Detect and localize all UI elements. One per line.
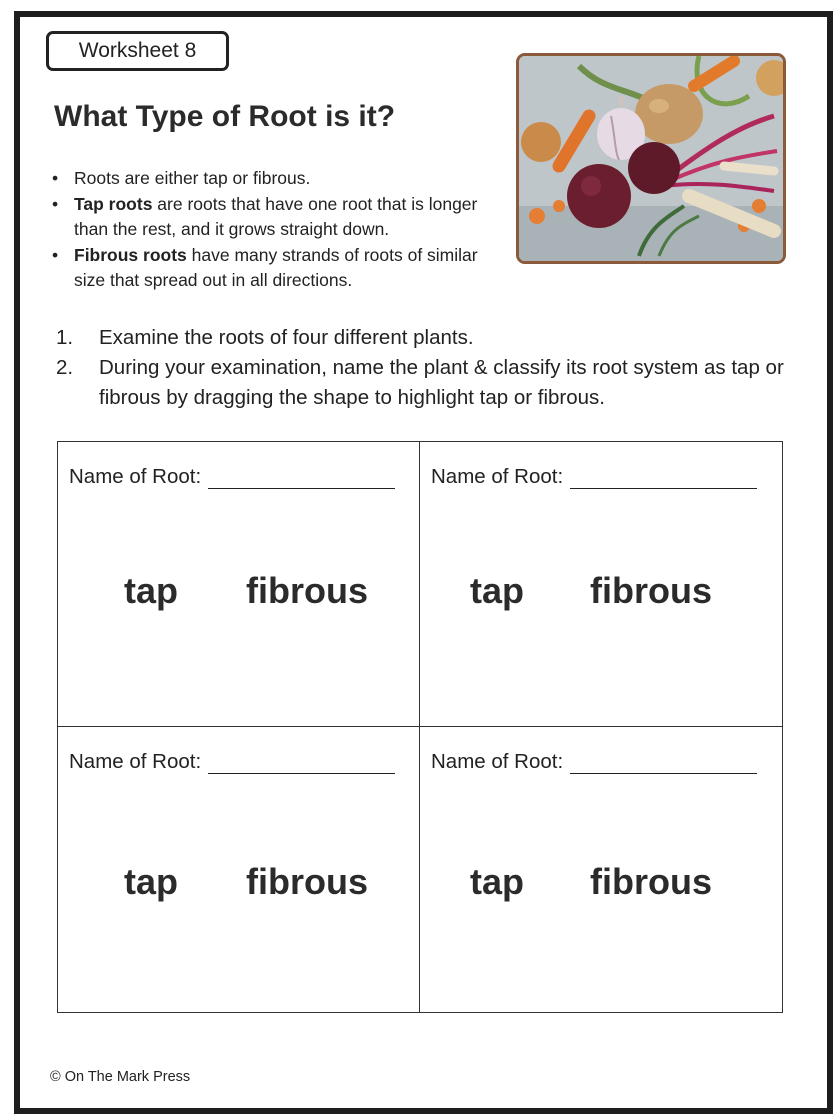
root-classification-grid: [57, 441, 783, 1013]
intro-bullet-0: • Roots are either tap or fibrous.: [50, 166, 510, 192]
intro-bullet-2: • Fibrous roots have many strands of roots of similar size that spread out in all directions.: [50, 243, 510, 294]
root-cell-1: [58, 442, 420, 727]
name-of-root-label: Name of Root:: [431, 750, 564, 773]
option-tap[interactable]: tap: [470, 861, 524, 902]
name-of-root-row: [431, 750, 757, 774]
name-of-root-blank[interactable]: [208, 468, 395, 489]
name-of-root-blank[interactable]: [208, 753, 395, 774]
option-fibrous[interactable]: fibrous: [590, 861, 712, 902]
name-of-root-row: [69, 750, 395, 774]
name-of-root-label: Name of Root:: [69, 465, 202, 488]
root-cell-3: [58, 727, 420, 1012]
name-of-root-label: Name of Root:: [431, 465, 564, 488]
name-of-root-row: [431, 465, 757, 489]
worksheet-badge: Worksheet 8: [46, 31, 229, 71]
root-cell-4: [420, 727, 782, 1012]
option-fibrous[interactable]: fibrous: [590, 570, 712, 611]
intro-bullet-1: • Tap roots are roots that have one root that is longer than the rest, and it grows straight down.: [50, 192, 510, 243]
root-cell-2: [420, 442, 782, 727]
option-tap[interactable]: tap: [124, 570, 178, 611]
name-of-root-blank[interactable]: [570, 468, 757, 489]
page-title: What Type of Root is it?: [54, 100, 396, 133]
option-tap[interactable]: tap: [124, 861, 178, 902]
name-of-root-row: [69, 465, 395, 489]
term-fibrous-roots: Fibrous roots: [74, 244, 187, 265]
footer-copyright: © On The Mark Press: [50, 1069, 191, 1085]
name-of-root-label: Name of Root:: [69, 750, 202, 773]
step-2: 2. During your examination, name the plant & classify its root system as tap or fibrous by dragging the shape to highlight tap or fibrous.: [56, 356, 784, 409]
instruction-steps: [56, 323, 796, 413]
root-vegetables-photo: [516, 53, 786, 264]
option-fibrous[interactable]: fibrous: [246, 861, 368, 902]
step-1: 1. Examine the roots of four different plants.: [56, 326, 474, 349]
option-fibrous[interactable]: fibrous: [246, 570, 368, 611]
vegetables-illustration: [519, 56, 783, 261]
term-tap-roots: Tap roots: [74, 193, 153, 214]
option-tap[interactable]: tap: [470, 570, 524, 611]
name-of-root-blank[interactable]: [570, 753, 757, 774]
intro-bullet-list: [50, 166, 510, 294]
